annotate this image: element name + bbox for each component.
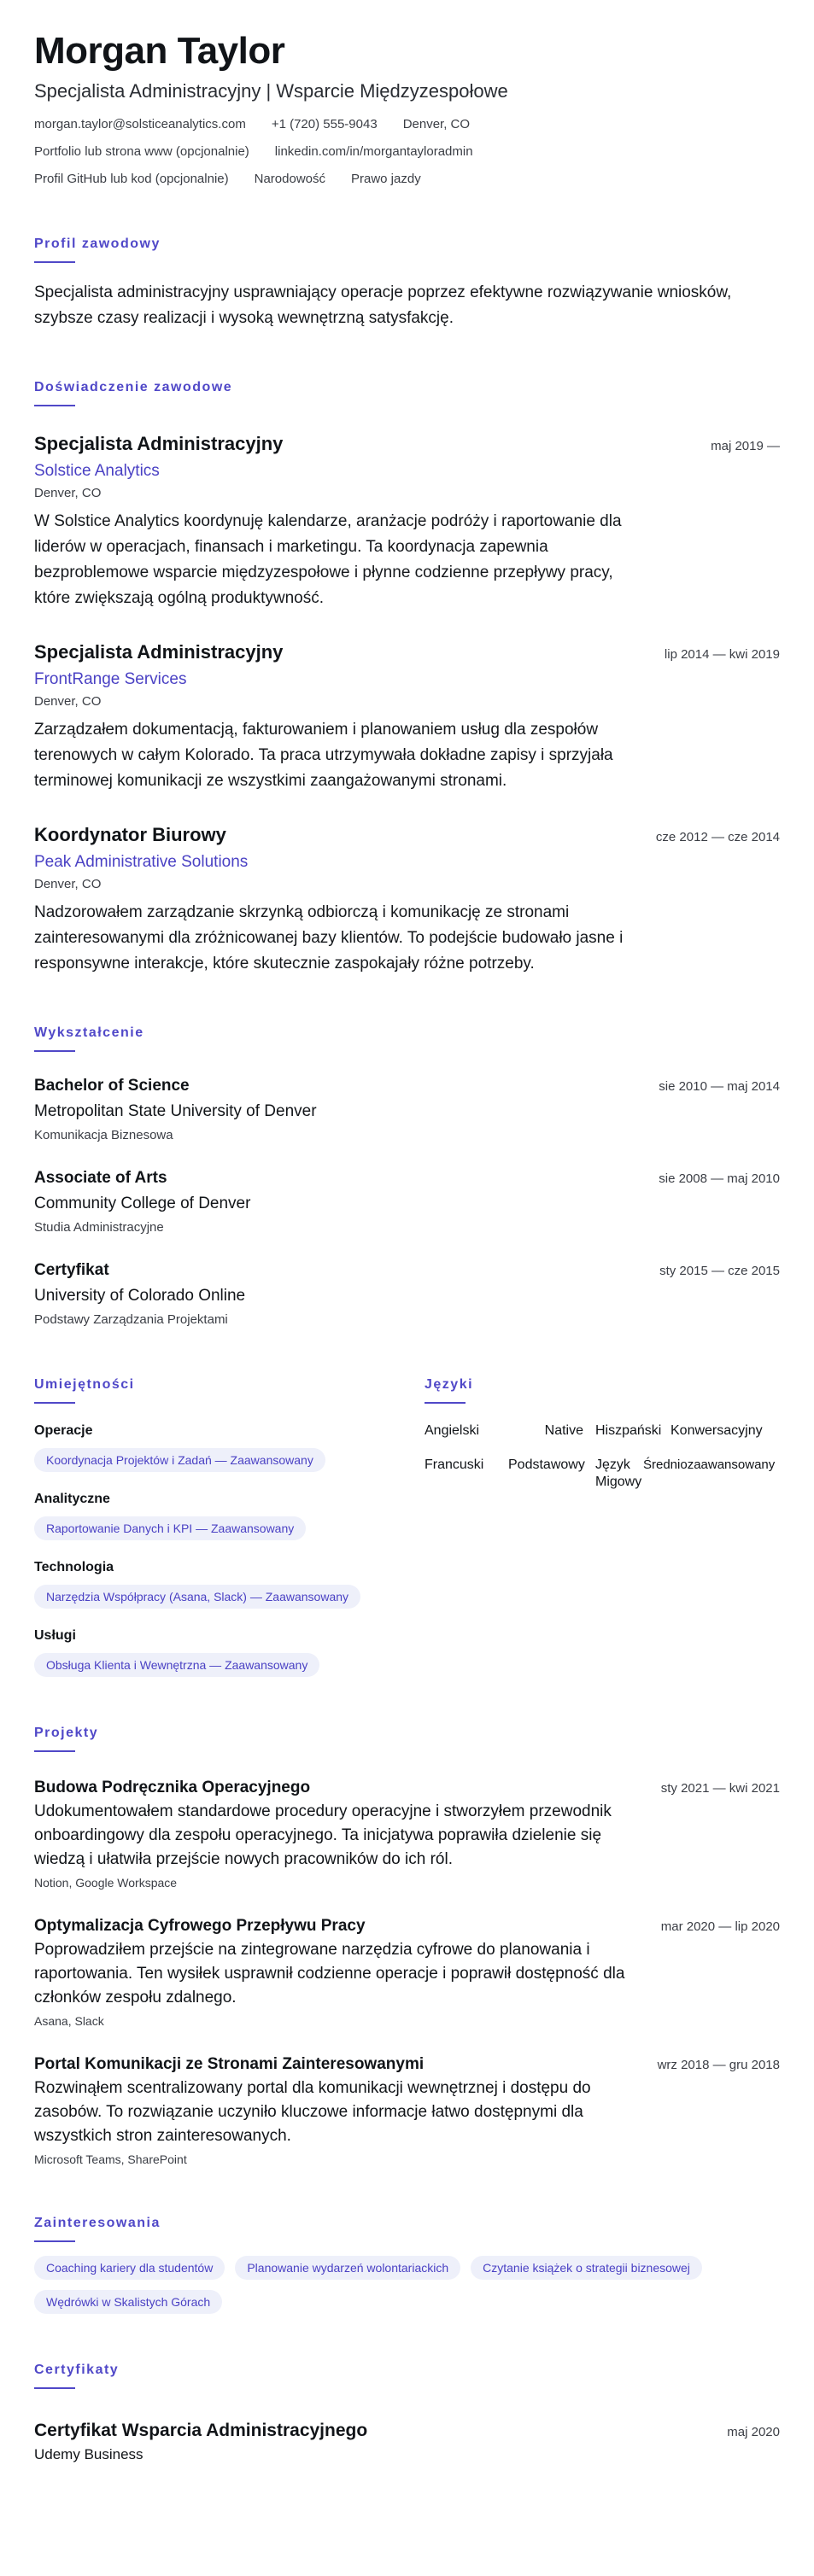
project-description: Udokumentowałem standardowe procedury operacyjne i stworzyłem przewodnik onboardingowy dla zespołu operacyjnego. Ta inicjatywa poprawiła dzielenie się wiedzą i ułatwiła przejście nowych pracowników do ich ról.: [34, 1802, 612, 1868]
section-title-certificates: Certyfikaty: [34, 2363, 120, 2377]
project-tech: Asana, Slack: [34, 2014, 104, 2028]
contact-phone[interactable]: +1 (720) 555-9043: [271, 117, 378, 131]
summary-text: Specjalista administracyjny usprawniający operacje poprzez efektywne rozwiązywanie wniosków, szybsze czasy realizacji i wysoką wewnętrzną satysfakcję.: [34, 283, 732, 327]
job-title: Koordynator Biurowy: [34, 824, 226, 845]
education-entry: [34, 1260, 780, 1329]
language-row: [425, 1457, 780, 1491]
contact-portfolio[interactable]: Portfolio lub strona www (opcjonalnie): [34, 144, 249, 159]
candidate-name: Morgan Taylor: [34, 30, 285, 72]
skill-category: Analityczne: [34, 1492, 110, 1506]
project-tech: Microsoft Teams, SharePoint: [34, 2153, 187, 2166]
certificate-issuer: Udemy Business: [34, 2446, 143, 2462]
candidate-headline: Specjalista Administracyjny | Wsparcie Międzyzespołowe: [34, 80, 508, 102]
contact-row-1: [34, 116, 780, 133]
job-entry: [34, 432, 780, 611]
job-company: FrontRange Services: [34, 670, 187, 688]
job-title: Specjalista Administracyjny: [34, 641, 284, 663]
interest-tags: [34, 2256, 780, 2314]
education-entry: [34, 1076, 780, 1144]
project-entry: [34, 1778, 780, 1890]
section-divider: [34, 1402, 75, 1404]
experience-section: [34, 379, 780, 977]
language-name: Francuski: [425, 1457, 484, 1472]
education-school: Metropolitan State University of Denver: [34, 1102, 317, 1120]
section-title-experience: Doświadczenie zawodowe: [34, 380, 233, 394]
project-description: Poprowadziłem przejście na zintegrowane narzędzia cyfrowe do planowania i raportowania. Ten wysiłek usprawnił codzienne operacje i poprawił dostępność dla członków zespołu zdalnego.: [34, 1941, 625, 2006]
contact-row-2: [34, 143, 780, 161]
skill-category: Technologia: [34, 1560, 114, 1574]
contact-location: Denver, CO: [402, 117, 471, 131]
section-title-summary: Profil zawodowy: [34, 237, 161, 251]
job-title: Specjalista Administracyjny: [34, 433, 284, 454]
job-location: Denver, CO: [34, 486, 102, 500]
job-description: W Solstice Analytics koordynuję kalendarze, aranżacje podróży i raportowanie dla liderów w operacjach, finansach i marketingu. Ta koordynacja zapewnia bezproblemowe wsparcie międzyzespołowe i płynne codzienne przepływy pracy, które zwiększają ogólną produktywność.: [34, 512, 622, 607]
education-field: Studia Administracyjne: [34, 1220, 164, 1235]
job-date: lip 2014 — kwi 2019: [664, 647, 780, 662]
section-title-projects: Projekty: [34, 1726, 99, 1740]
languages-section: [425, 1329, 780, 1677]
education-degree: Certyfikat: [34, 1261, 109, 1279]
education-school: Community College of Denver: [34, 1195, 251, 1212]
education-entry: [34, 1168, 780, 1236]
section-title-education: Wykształcenie: [34, 1025, 144, 1040]
section-divider: [34, 2387, 75, 2389]
education-date: sty 2015 — cze 2015: [659, 1264, 780, 1278]
job-description: Zarządzałem dokumentacją, fakturowaniem i planowaniem usług dla zespołów terenowych w całym Kolorado. Ta praca utrzymywała dokładne zapisy i sprzyjała terminowej komunikacji ze wszystkimi zaangażowanymi stronami.: [34, 721, 613, 790]
section-title-skills: Umiejętności: [34, 1377, 135, 1392]
education-degree: Bachelor of Science: [34, 1077, 190, 1095]
skill-category: Operacje: [34, 1423, 93, 1438]
job-description: Nadzorowałem zarządzanie skrzynką odbiorczą i komunikację ze stronami zainteresowanymi dla zróżnicowanej bazy klientów. To podejście budowało jasne i responsywne interakcje, które skutecznie zaspokajały różne potrzeby.: [34, 903, 624, 973]
section-title-interests: Zainteresowania: [34, 2216, 161, 2230]
project-date: wrz 2018 — gru 2018: [657, 2058, 780, 2072]
project-entry: [34, 2054, 780, 2167]
contact-driving-license: Prawo jazdy: [351, 172, 421, 186]
certificate-date: maj 2020: [727, 2425, 780, 2439]
education-degree: Associate of Arts: [34, 1169, 167, 1187]
interest-tag: Coaching kariery dla studentów: [34, 2256, 225, 2280]
section-divider: [34, 261, 75, 263]
projects-section: [34, 1725, 780, 2167]
job-company: Peak Administrative Solutions: [34, 853, 249, 871]
interest-tag: Wędrówki w Skalistych Górach: [34, 2290, 222, 2314]
certificate-entry: [34, 2420, 780, 2464]
contact-email[interactable]: morgan.taylor@solsticeanalytics.com: [34, 117, 246, 131]
language-name: Język Migowy: [595, 1457, 642, 1489]
section-divider: [425, 1402, 466, 1404]
section-divider: [34, 1750, 75, 1752]
resume-header: [34, 29, 780, 188]
education-date: sie 2008 — maj 2010: [659, 1171, 780, 1186]
contact-github[interactable]: Profil GitHub lub kod (opcjonalnie): [34, 172, 229, 186]
education-field: Podstawy Zarządzania Projektami: [34, 1312, 228, 1327]
contact-nationality: Narodowość: [254, 172, 325, 186]
job-location: Denver, CO: [34, 877, 102, 891]
summary-section: [34, 236, 780, 331]
project-title: Budowa Podręcznika Operacyjnego: [34, 1779, 311, 1796]
job-entry: [34, 640, 780, 794]
language-name: Hiszpański: [595, 1423, 662, 1438]
job-company: Solstice Analytics: [34, 462, 160, 480]
project-title: Optymalizacja Cyfrowego Przepływu Pracy: [34, 1917, 366, 1935]
language-level: Konwersacyjny: [671, 1423, 763, 1438]
project-tech: Notion, Google Workspace: [34, 1876, 178, 1890]
education-field: Komunikacja Biznesowa: [34, 1128, 173, 1142]
skill-tag: Obsługa Klienta i Wewnętrzna — Zaawansowany: [34, 1653, 319, 1677]
job-location: Denver, CO: [34, 694, 102, 709]
interest-tag: Planowanie wydarzeń wolontariackich: [235, 2256, 460, 2280]
skills-section: [34, 1329, 425, 1677]
project-title: Portal Komunikacji ze Stronami Zainteresowanymi: [34, 2055, 425, 2073]
certificates-section: [34, 2362, 780, 2464]
skill-tag: Narzędzia Współpracy (Asana, Slack) — Zaawansowany: [34, 1585, 360, 1609]
language-level: Native: [544, 1423, 583, 1438]
section-title-languages: Języki: [425, 1377, 474, 1392]
project-description: Rozwinąłem scentralizowany portal dla komunikacji wewnętrznej i dostępu do zasobów. To rozwiązanie uczyniło kluczowe informacje łatwo dostępnymi dla wszystkich stron zainteresowanych.: [34, 2079, 591, 2145]
skill-category: Usługi: [34, 1628, 76, 1643]
skill-tag: Koordynacja Projektów i Zadań — Zaawansowany: [34, 1448, 325, 1472]
project-date: mar 2020 — lip 2020: [660, 1919, 780, 1934]
job-date: maj 2019 —: [711, 439, 780, 453]
section-divider: [34, 2240, 75, 2242]
section-divider: [34, 405, 75, 406]
education-date: sie 2010 — maj 2014: [659, 1079, 780, 1094]
project-date: sty 2021 — kwi 2021: [660, 1781, 780, 1796]
contact-linkedin[interactable]: linkedin.com/in/morgantayloradmin: [274, 144, 473, 159]
language-level: Podstawowy: [508, 1457, 585, 1472]
skill-tag: Raportowanie Danych i KPI — Zaawansowany: [34, 1516, 306, 1540]
interest-tag: Czytanie książek o strategii biznesowej: [471, 2256, 702, 2280]
education-school: University of Colorado Online: [34, 1287, 246, 1305]
language-row: [425, 1422, 780, 1440]
section-divider: [34, 1050, 75, 1052]
contact-row-3: [34, 171, 780, 188]
job-entry: [34, 823, 780, 977]
interests-section: [34, 2215, 780, 2314]
language-level: Średniozaawansowany: [643, 1457, 776, 1472]
language-name: Angielski: [425, 1423, 480, 1438]
skills-languages-row: [34, 1329, 780, 1677]
job-date: cze 2012 — cze 2014: [655, 830, 780, 844]
education-section: [34, 1025, 780, 1329]
project-entry: [34, 1916, 780, 2029]
certificate-title: Certyfikat Wsparcia Administracyjnego: [34, 2421, 368, 2440]
